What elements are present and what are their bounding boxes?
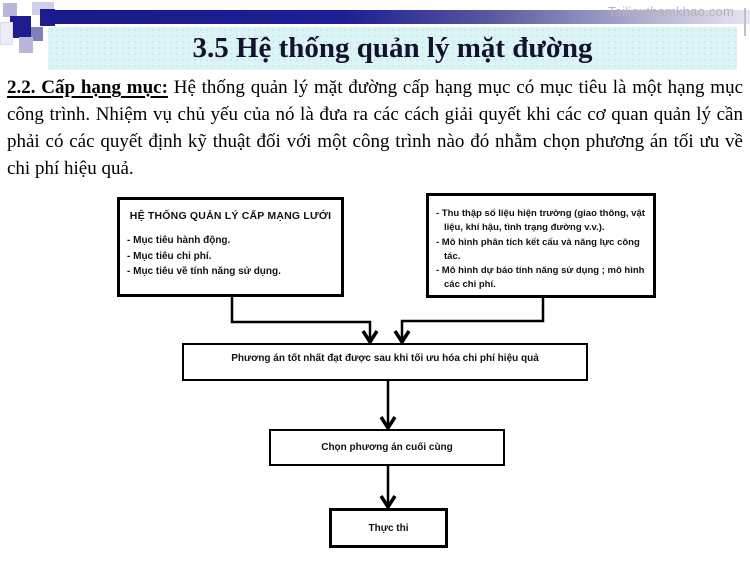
page-title: 3.5 Hệ thống quản lý mặt đường bbox=[192, 32, 593, 64]
optimal-plan-label: Phương án tốt nhất đạt được sau khi tối ưu hóa chi phí hiệu quả bbox=[231, 353, 539, 364]
connector-left bbox=[232, 295, 370, 339]
network-box-item: - Mục tiêu về tính năng sử dụng. bbox=[127, 266, 281, 277]
choose-plan-label: Chọn phương án cuối cùng bbox=[321, 442, 453, 453]
choose-plan-box bbox=[269, 429, 505, 466]
network-level-box bbox=[117, 197, 344, 297]
network-box-item: - Mục tiêu chi phí. bbox=[127, 250, 212, 262]
watermark: Tailieuthamkhao.com bbox=[608, 4, 734, 19]
connector-right bbox=[402, 296, 543, 339]
body-lead: 2.2. Cấp hạng mục: bbox=[7, 77, 168, 98]
data-box-item: - Mô hình dự báo tính năng sử dụng ; mô hình các chi phí. bbox=[436, 265, 645, 291]
execute-label: Thực thi bbox=[368, 522, 409, 534]
network-box-item: - Mục tiêu hành động. bbox=[127, 235, 231, 246]
optimal-plan-box bbox=[182, 343, 588, 381]
data-box-item: - Thu thập số liệu hiện trường (giao thông, vật liệu, khí hậu, tình trạng đường v.v.). bbox=[436, 208, 645, 234]
execute-box bbox=[329, 508, 448, 548]
data-box-item: - Mô hình phân tích kết cấu và năng lực công tác. bbox=[436, 236, 640, 262]
body-text: Hệ thống quản lý mặt đường cấp hạng mục có mục tiêu là một hạng mục công trình. Nhiệm vụ chủ yếu của nó là đưa ra các cách giải quyết khi các cơ quan quản lý cần phải có các quyết định kỹ thuật đối với một công trình nào đó nhằm chọn phương án tối ưu về chi phí hiệu quả. bbox=[7, 77, 744, 179]
network-box-title: HỆ THỐNG QUẢN LÝ CẤP MẠNG LƯỚI bbox=[129, 210, 332, 222]
data-models-box bbox=[426, 193, 656, 298]
